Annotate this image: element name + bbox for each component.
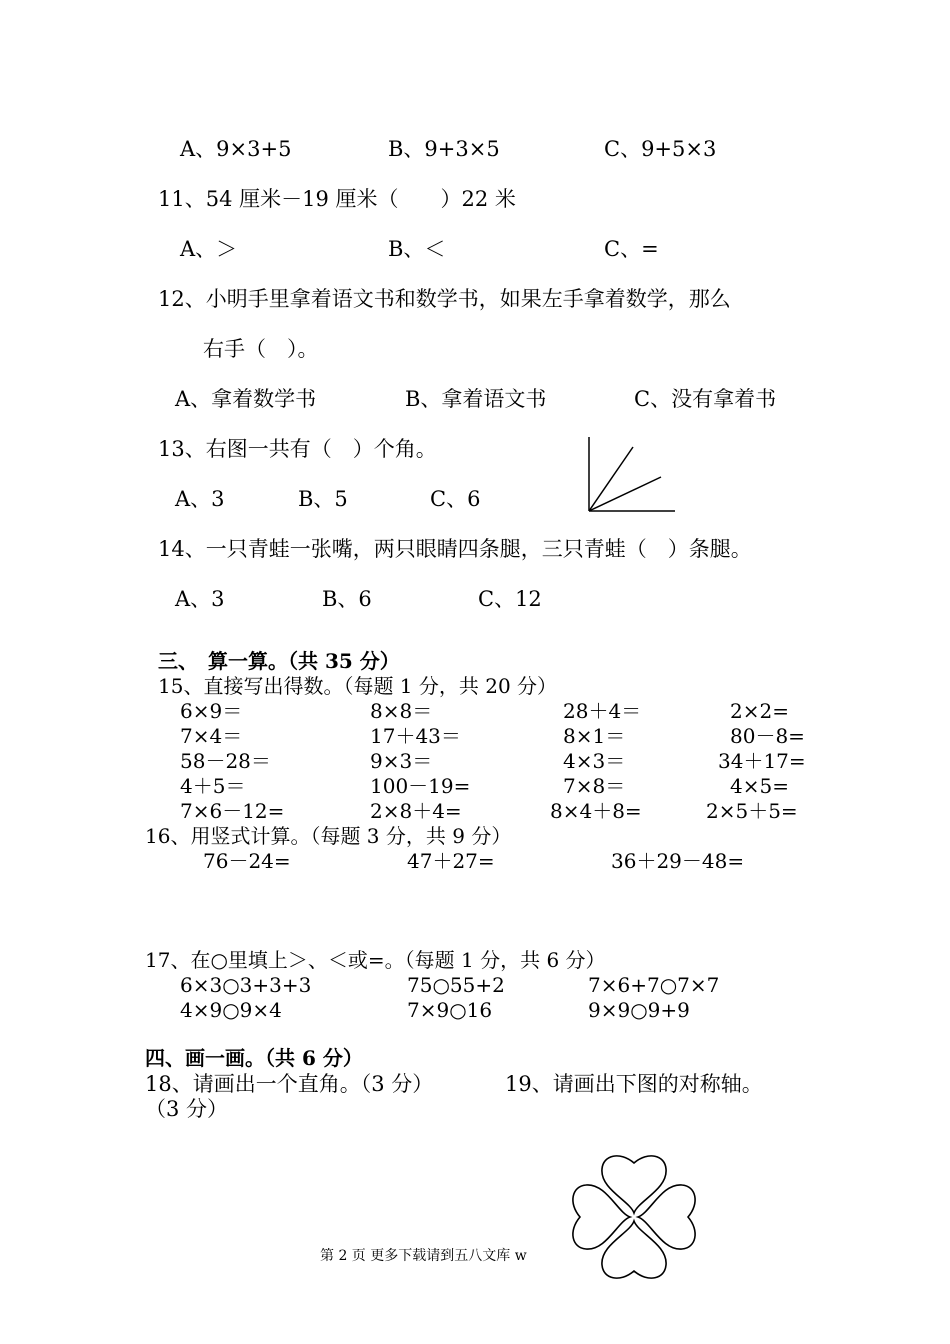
q10-option-b: B、9+3×5 [388, 137, 500, 161]
q14-option-c: C、12 [478, 587, 542, 611]
q15-item: 80－8= [730, 724, 805, 748]
q15-stem: 15、直接写出得数。（每题 1 分，共 20 分） [158, 674, 558, 698]
q16-item: 76－24= [203, 849, 291, 873]
q15-item: 6×9＝ [180, 699, 243, 723]
q15-item: 4＋5＝ [180, 774, 246, 798]
q15-item: 28＋4＝ [563, 699, 642, 723]
q12-stem-line2: 右手（ ）。 [203, 337, 319, 361]
q15-item: 7×4＝ [180, 724, 243, 748]
q12-option-c: C、没有拿着书 [634, 387, 777, 411]
q17-item: 7×6+7○7×7 [588, 973, 720, 997]
q13-option-c: C、6 [430, 487, 481, 511]
q17-item: 9×9○9+9 [588, 998, 690, 1022]
q15-item: 7×8＝ [563, 774, 626, 798]
q15-item: 8×8＝ [370, 699, 433, 723]
q15-item: 8×4＋8= [550, 799, 642, 823]
q17-item: 4×9○9×4 [180, 998, 282, 1022]
q11-option-c: C、= [604, 237, 659, 261]
q13-stem: 13、右图一共有（ ）个角。 [158, 437, 437, 461]
q17-stem: 17、在○里填上＞、＜或=。（每题 1 分，共 6 分） [145, 948, 606, 972]
q15-item: 8×1＝ [563, 724, 626, 748]
q19-stem: 19、请画出下图的对称轴。 [505, 1072, 763, 1096]
q17-item: 7×9○16 [407, 998, 493, 1022]
q11-option-a: A、＞ [180, 237, 238, 261]
q16-item: 36＋29－48= [611, 849, 745, 873]
q10-option-c: C、9+5×3 [604, 137, 717, 161]
q15-item: 9×3＝ [370, 749, 433, 773]
q12-stem-line1: 12、小明手里拿着语文书和数学书，如果左手拿着数学，那么 [158, 287, 731, 311]
q18-points: （3 分） [145, 1097, 229, 1121]
q12-option-a: A、拿着数学书 [175, 387, 317, 411]
q15-item: 58－28＝ [180, 749, 271, 773]
section-4-title: 四、画一画。（共 6 分） [145, 1046, 363, 1070]
q17-item: 75○55+2 [407, 973, 505, 997]
angle-figure [585, 435, 680, 515]
section-3-title: 三、 算一算。（共 35 分） [158, 649, 400, 673]
q15-item: 100－19= [370, 774, 471, 798]
q17-item: 6×3○3+3+3 [180, 973, 312, 997]
q10-option-a: A、9×3+5 [180, 137, 292, 161]
clover-figure [563, 1148, 705, 1286]
q16-item: 47＋27= [407, 849, 495, 873]
q13-option-b: B、5 [298, 487, 348, 511]
q11-stem: 11、54 厘米－19 厘米（ ）22 米 [158, 187, 516, 211]
q15-item: 2×2= [730, 699, 789, 723]
q15-item: 4×5= [730, 774, 789, 798]
q12-option-b: B、拿着语文书 [405, 387, 547, 411]
page-footer: 第 2 页 更多下载请到五八文库 w [320, 1248, 527, 1264]
q15-item: 34＋17= [718, 749, 806, 773]
q15-item: 17＋43＝ [370, 724, 461, 748]
q15-item: 4×3＝ [563, 749, 626, 773]
q15-item: 2×5＋5= [706, 799, 798, 823]
q16-stem: 16、用竖式计算。（每题 3 分，共 9 分） [145, 824, 512, 848]
q15-item: 7×6－12= [180, 799, 285, 823]
q14-stem: 14、一只青蛙一张嘴，两只眼睛四条腿，三只青蛙（ ）条腿。 [158, 537, 752, 561]
q13-option-a: A、3 [175, 487, 225, 511]
q15-item: 2×8＋4= [370, 799, 462, 823]
q11-option-b: B、＜ [388, 237, 446, 261]
q14-option-a: A、3 [175, 587, 225, 611]
q14-option-b: B、6 [322, 587, 372, 611]
q18-stem: 18、请画出一个直角。（3 分） [145, 1072, 434, 1096]
